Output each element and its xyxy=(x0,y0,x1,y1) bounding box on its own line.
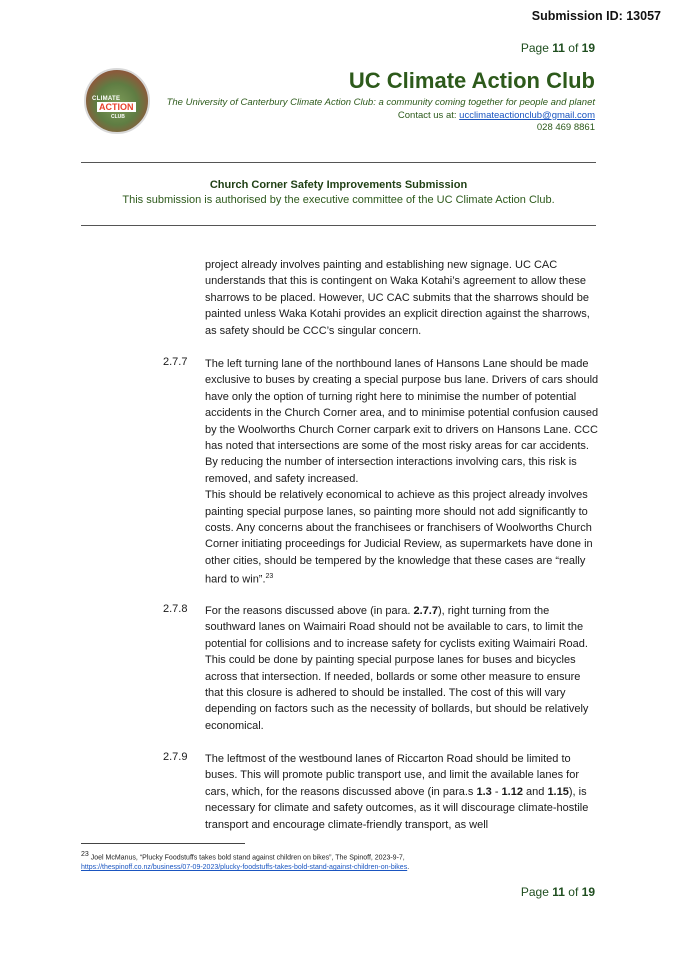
paragraph-text: - xyxy=(491,785,502,798)
paragraph-continuation: project already involves painting and establishing new signage. UC CAC understands that this is contingent on Waka Kotahi’s agreement to allow these sharrows to be placed. However, UC CAC submits that the sharrows should be painted unless Waka Kotahi provides an explicit direction against the sharrows, as safety should be CCC’s singular concern. xyxy=(205,259,590,337)
paragraph-text: For the reasons discussed above (in para. xyxy=(205,605,414,617)
footnote-divider xyxy=(81,843,245,844)
logo-text-action: ACTION xyxy=(99,102,134,112)
paragraph-2-7-7 xyxy=(205,356,600,588)
paragraph-2-7-8 xyxy=(205,603,600,734)
paragraph-text: This should be relatively economical to achieve as this project already involves painting special purpose lanes, so painting more should not add significantly to costs. Any concerns about the franchisees or franchisers of Woolworths Church Corner initiating proceedings for Judicial Review, as supermarkets have done in other cities, should be tempered by the knowledge that these cases are “really hard to win”. xyxy=(205,489,593,586)
footnote xyxy=(81,850,601,873)
footnote-ref[interactable]: 23 xyxy=(265,573,274,581)
cross-reference: 2.7.7 xyxy=(413,605,438,617)
paragraph-number: 2.7.8 xyxy=(163,603,188,615)
page-number-top xyxy=(521,41,595,55)
paragraph-text: The leftmost of the westbound lanes of Riccarton Road should be limited to buses. This will promote public transport use, and limit the available lanes for cars, which, for the reasons discussed above (in para.s xyxy=(205,753,579,798)
page-current: 11 xyxy=(552,885,565,899)
footnote-number: 23 xyxy=(81,851,89,858)
paragraph-number: 2.7.9 xyxy=(163,751,188,763)
logo-text-climate: CLIMATE xyxy=(92,96,121,102)
paragraph-2-7-9 xyxy=(205,751,600,833)
logo-text-club: CLUB xyxy=(111,114,125,120)
club-tagline: The University of Canterbury Climate Action Club: a community coming together for people and planet xyxy=(166,97,595,108)
page-current: 11 xyxy=(552,41,565,55)
paragraph-text: The left turning lane of the northbound lanes of Hansons Lane should be made exclusive to buses by creating a special purpose bus lane. Drivers of cars should have only the option of turning right here to minimise the number of potential accidents in the Church Corner area, and to minimise potential confusion caused by the Woolworths Church Corner carpark exit to drivers on Hansons Lane. CCC has noted that intersections are some of the most risky areas for car accidents. By reducing the number of intersection interactions involving cars, this risk is removed, and safety increased. xyxy=(205,358,599,485)
page-number-bottom xyxy=(521,885,595,899)
phone-number: 028 469 8861 xyxy=(536,122,595,133)
paragraph-text: and xyxy=(522,785,548,798)
club-title: UC Climate Action Club xyxy=(348,68,595,93)
cross-reference: 1.12 xyxy=(501,785,523,798)
club-logo xyxy=(84,68,150,134)
contact-line xyxy=(398,110,595,121)
header-divider-bottom xyxy=(81,225,596,226)
submission-id: Submission ID: 13057 xyxy=(531,9,661,23)
page-total: 19 xyxy=(581,885,595,899)
paragraph-text: ), is necessary for climate and safety outcomes, as it will discourage climate-hostile transport and encourage climate-friendly transport, as well xyxy=(205,785,589,831)
contact-label: Contact us at: xyxy=(397,110,457,121)
cross-reference: 1.3 xyxy=(476,785,492,798)
paragraph-number: 2.7.7 xyxy=(163,356,188,368)
email-link[interactable]: ucclimateactionclub@gmail.com xyxy=(459,110,595,121)
cross-reference: 1.15 xyxy=(547,785,569,798)
paragraph-text: ), right turning from the southward lanes on Waimairi Road should not be available to cars, to limit the potential for collisions and to increase safety for cyclists exiting Waimairi Road. This could be done by painting special purpose lanes for buses and bicycles across that intersection. If needed, bollards or some other measure to ensure that this closure is adhered to should be installed. The cost of this will vary depending on factors such as the necessity of bollards, but should be relatively economical. xyxy=(205,605,589,732)
page-total: 19 xyxy=(581,41,595,55)
header-divider xyxy=(81,162,596,163)
page-prefix: Page xyxy=(520,885,549,899)
footnote-trail: . xyxy=(407,864,410,872)
page-of: of xyxy=(568,41,579,55)
submission-authorisation: This submission is authorised by the executive committee of the UC Climate Action Club. xyxy=(122,194,555,206)
page-of: of xyxy=(568,885,579,899)
page-prefix: Page xyxy=(520,41,549,55)
footnote-text: Joel McManus, “Plucky Foodstuffs takes bold stand against children on bikes”, The Spinoff, 2023-9-7, xyxy=(88,854,405,862)
submission-title: Church Corner Safety Improvements Submission xyxy=(209,179,468,191)
footnote-link[interactable]: https://thespinoff.co.nz/business/07-09-2023/plucky-foodstuffs-takes-bold-stand-against-children-on-bikes xyxy=(81,864,408,872)
